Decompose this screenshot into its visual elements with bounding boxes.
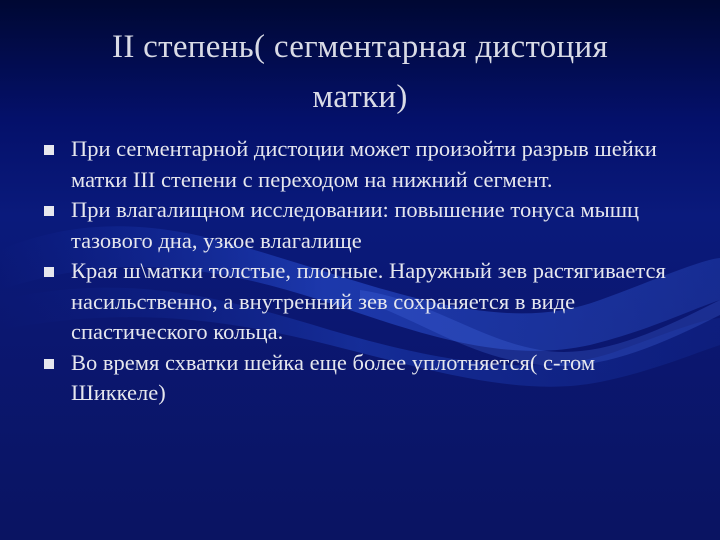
square-bullet-icon — [44, 145, 54, 155]
bullet-text: При сегментарной дистоции может произойти разрыв шейки матки III степени с переходом на нижний сегмент. — [71, 136, 657, 192]
list-item — [44, 195, 694, 256]
bullet-text: При влагалищном исследовании: повышение тонуса мышц тазового дна, узкое влагалище — [71, 197, 640, 253]
square-bullet-icon — [44, 206, 54, 216]
slide-title: II степень( сегментарная дистоция матки) — [112, 29, 608, 115]
square-bullet-icon — [44, 359, 54, 369]
list-item — [44, 134, 694, 195]
list-item — [44, 348, 694, 409]
bullet-text: Края ш\матки толстые, плотные. Наружный зев растягивается насильственно, а внутренний зев сохраняется в виде спастического кольца. — [71, 258, 666, 344]
bullet-text: Во время схватки шейка еще более уплотняется( с-том Шиккеле) — [71, 349, 596, 405]
list-item — [44, 256, 694, 348]
square-bullet-icon — [44, 267, 54, 277]
bullet-list — [44, 134, 694, 409]
